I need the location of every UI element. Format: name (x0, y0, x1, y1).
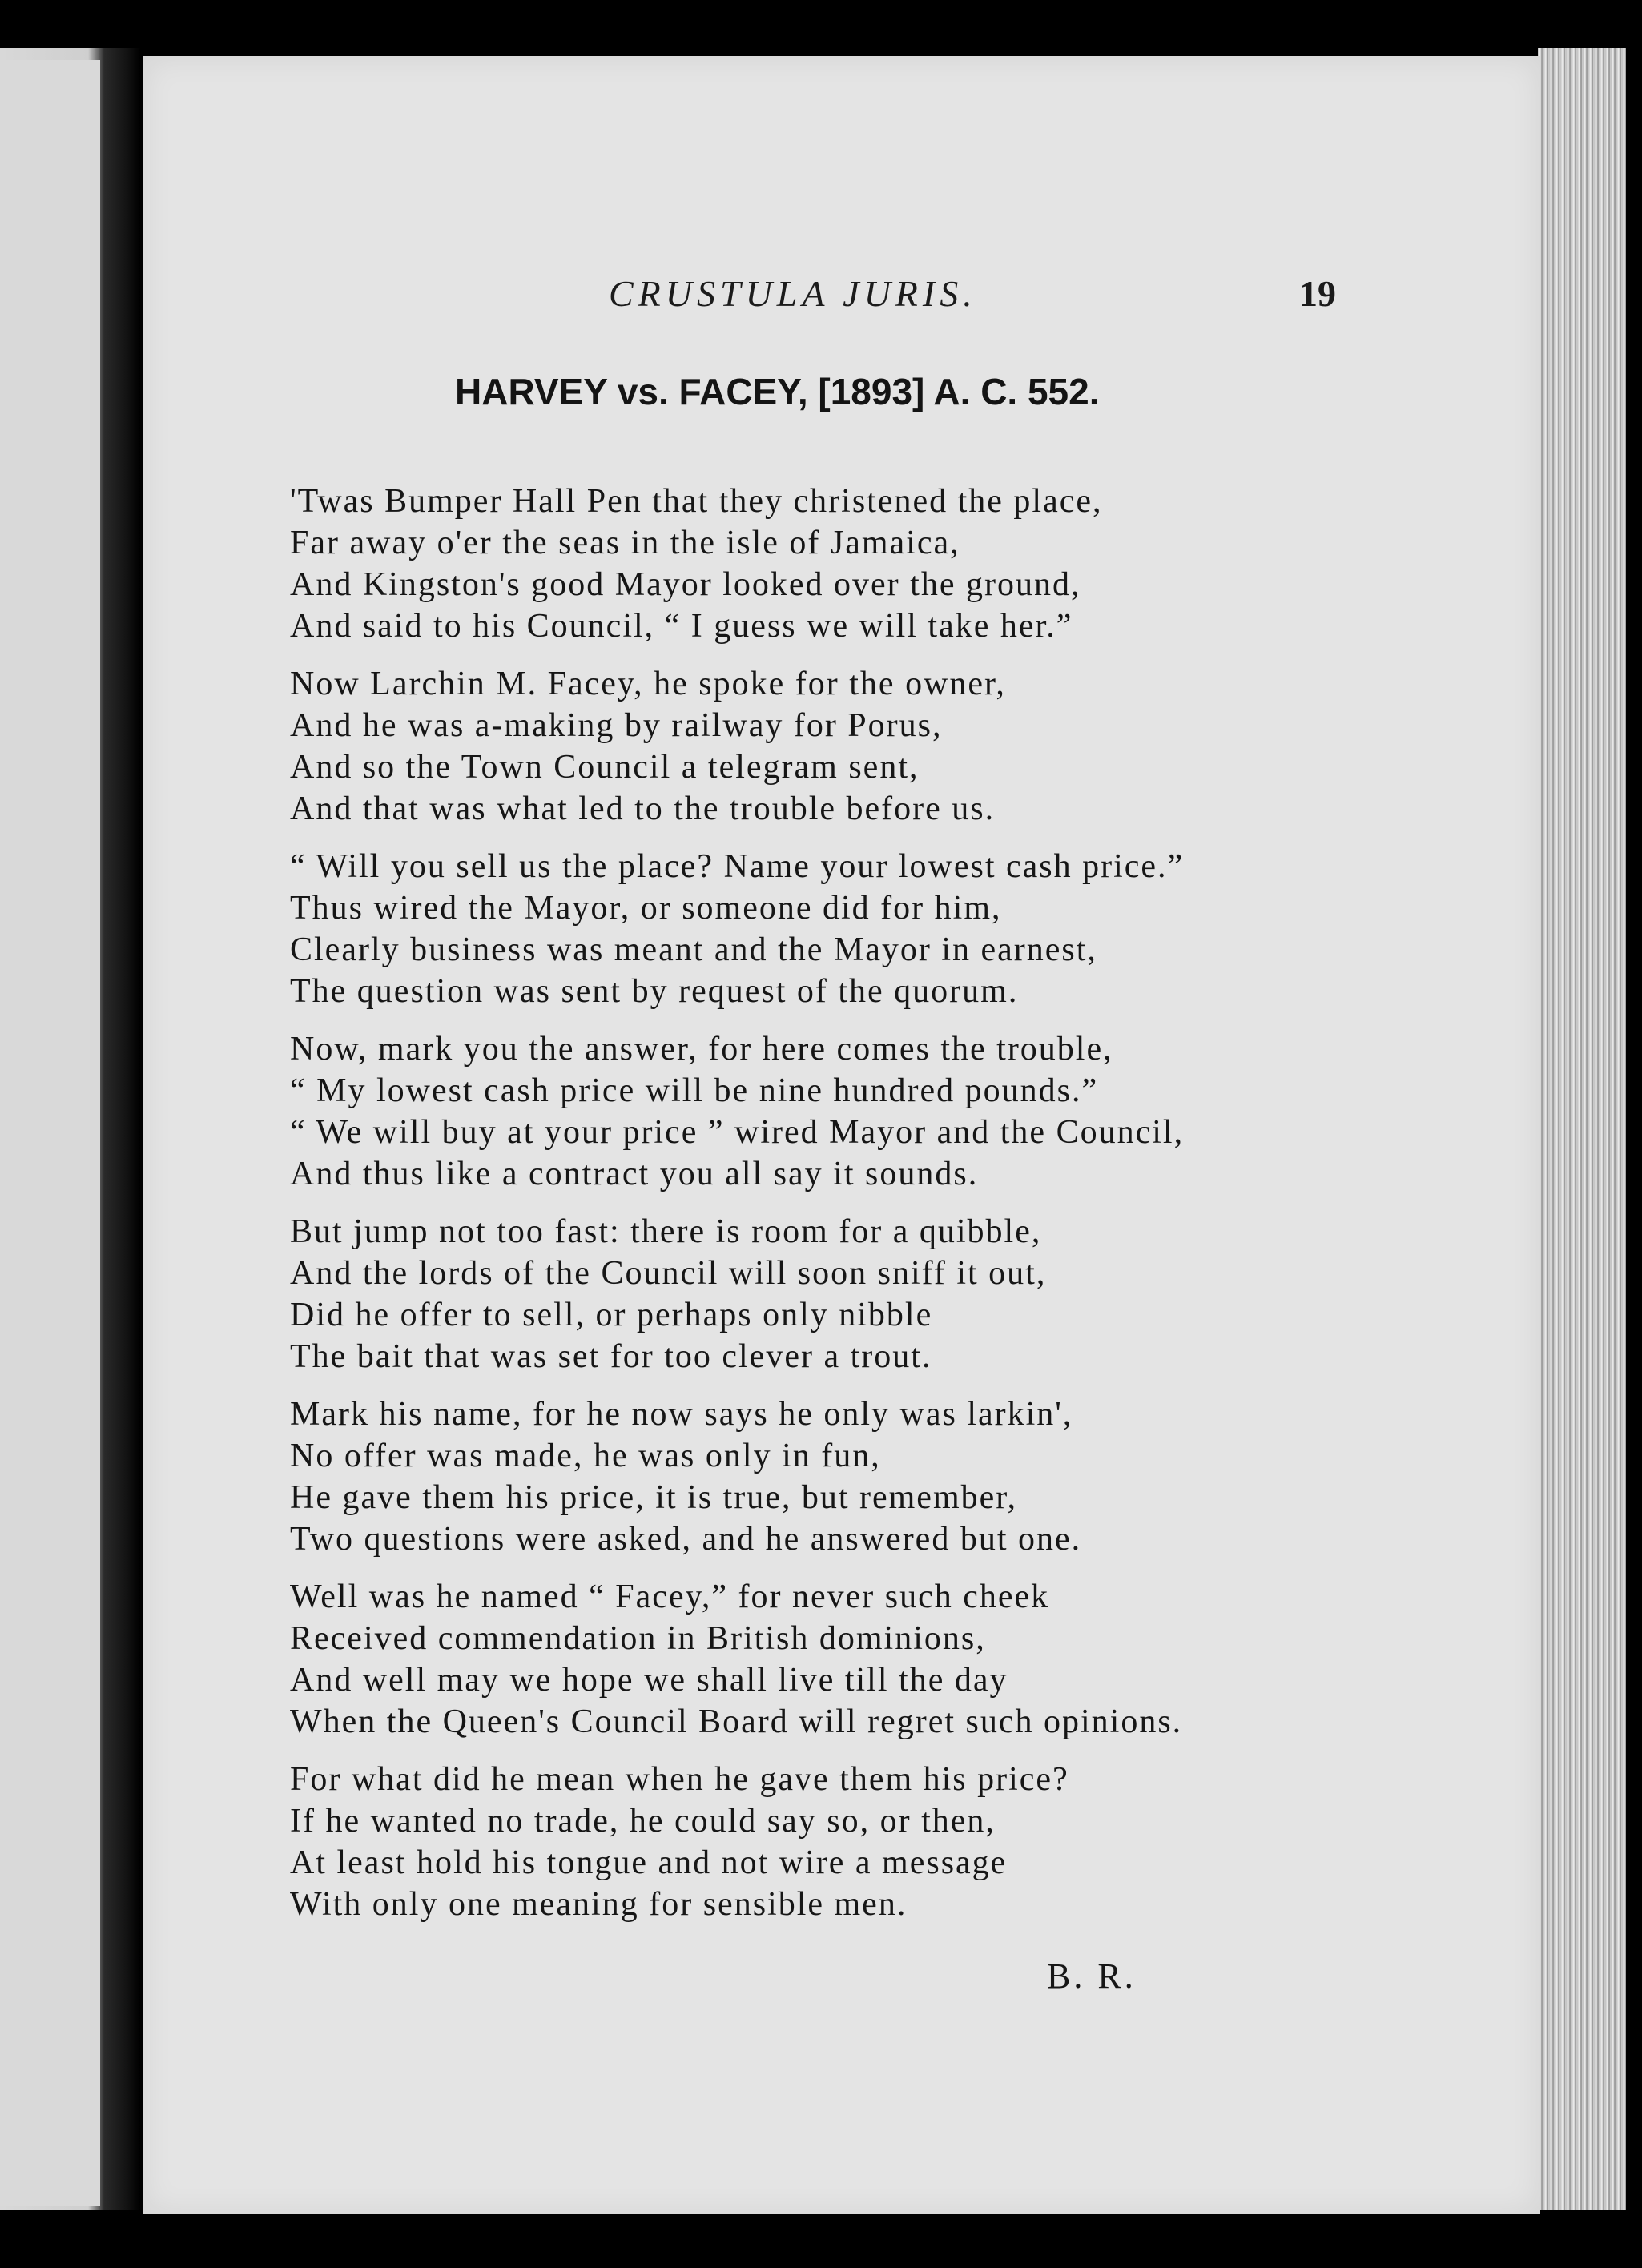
poem-line: The question was sent by request of the quorum. (290, 973, 1019, 1010)
poem-line: When the Queen's Council Board will regret such opinions. (290, 1703, 1183, 1740)
stanza (290, 846, 1371, 1012)
poem-line: With only one meaning for sensible men. (290, 1886, 908, 1923)
running-head: CRUSTULA JURIS. (609, 273, 977, 314)
stanza (290, 1211, 1371, 1377)
poem-line: And well may we hope we shall live till the day (290, 1662, 1008, 1699)
poem-line: Mark his name, for he now says he only was larkin', (290, 1396, 1073, 1433)
page-edges (1538, 48, 1626, 2210)
poem (290, 481, 1371, 1941)
poem-line: And so the Town Council a telegram sent, (290, 749, 920, 786)
poem-line: If he wanted no trade, he could say so, or then, (290, 1803, 996, 1840)
poem-line: Now Larchin M. Facey, he spoke for the owner, (290, 666, 1006, 702)
poem-line: Clearly business was meant and the Mayor in earnest, (290, 931, 1097, 968)
poem-line: “ My lowest cash price will be nine hundred pounds.” (290, 1072, 1099, 1109)
poem-line: 'Twas Bumper Hall Pen that they christened the place, (290, 483, 1103, 520)
poem-line: The bait that was set for too clever a trout. (290, 1338, 932, 1375)
stanza (290, 481, 1371, 647)
stanza (290, 1028, 1371, 1195)
poem-line: Received commendation in British dominions, (290, 1620, 986, 1657)
poem-line: For what did he mean when he gave them his price? (290, 1761, 1069, 1798)
poem-line: “ We will buy at your price ” wired Mayor and the Council, (290, 1114, 1185, 1151)
poem-line: “ Will you sell us the place? Name your lowest cash price.” (290, 848, 1185, 885)
stanza (290, 1759, 1371, 1925)
poem-line: And that was what led to the trouble before us. (290, 790, 996, 827)
poem-line: And Kingston's good Mayor looked over the ground, (290, 566, 1081, 603)
poem-line: Now, mark you the answer, for here comes the trouble, (290, 1031, 1113, 1068)
facing-page-edge (0, 60, 100, 2206)
stanza (290, 663, 1371, 830)
poem-line: But jump not too fast: there is room for a quibble, (290, 1213, 1042, 1250)
stanza (290, 1576, 1371, 1743)
poem-line: Thus wired the Mayor, or someone did for him, (290, 890, 1002, 927)
poem-line: And thus like a contract you all say it sounds. (290, 1156, 979, 1192)
signature: B. R. (1047, 1956, 1137, 1996)
poem-line: He gave them his price, it is true, but remember, (290, 1479, 1018, 1516)
poem-line: Far away o'er the seas in the isle of Jamaica, (290, 525, 960, 561)
poem-line: At least hold his tongue and not wire a message (290, 1844, 1008, 1881)
poem-line: Two questions were asked, and he answered but one. (290, 1521, 1082, 1558)
poem-line: And said to his Council, “ I guess we will take her.” (290, 608, 1073, 645)
poem-line: No offer was made, he was only in fun, (290, 1438, 881, 1474)
poem-line: And the lords of the Council will soon sniff it out, (290, 1255, 1047, 1292)
poem-line: And he was a-making by railway for Porus, (290, 707, 943, 744)
poem-line: Did he offer to sell, or perhaps only nibble (290, 1297, 933, 1333)
poem-title: HARVEY vs. FACEY, [1893] A. C. 552. (455, 371, 1100, 412)
page-number: 19 (1299, 273, 1336, 314)
poem-line: Well was he named “ Facey,” for never such cheek (290, 1578, 1050, 1615)
stanza (290, 1393, 1371, 1560)
